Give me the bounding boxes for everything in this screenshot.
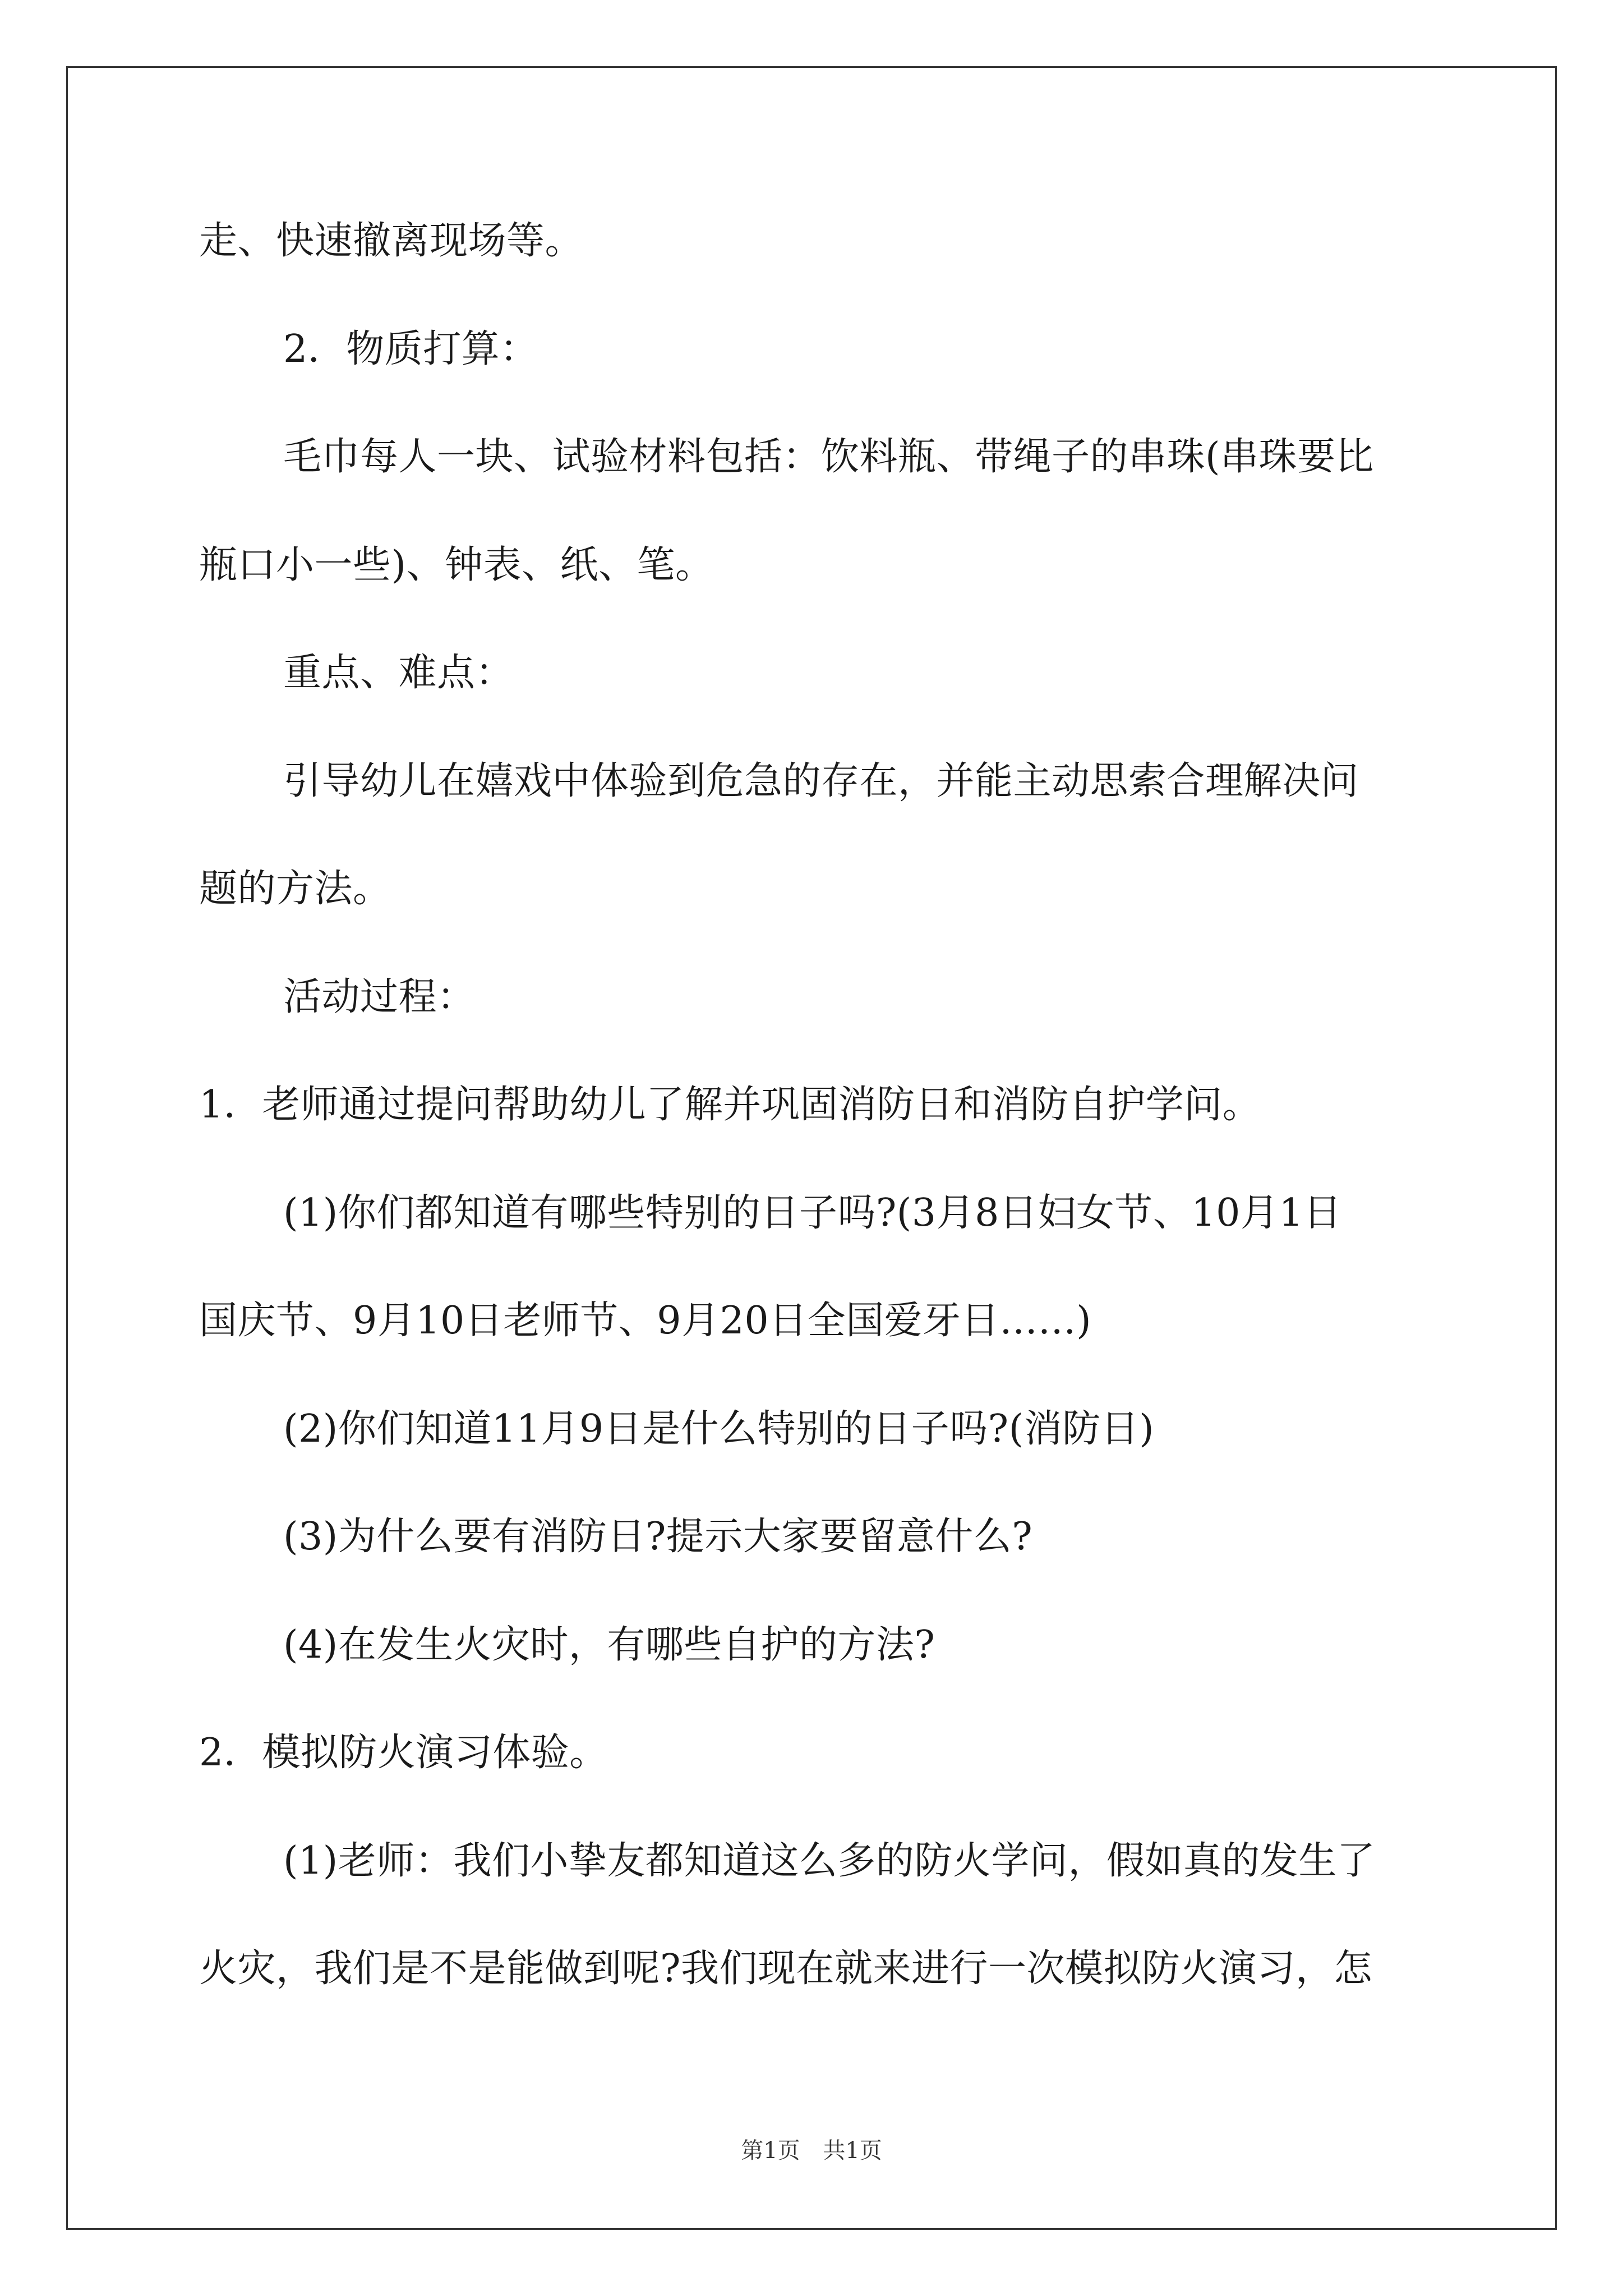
text-line: 瓶口小一些)、钟表、纸、笔。 (199, 543, 714, 587)
text-line: (1)老师：我们小挚友都知道这么多的防火学问，假如真的发生了 (283, 1839, 1376, 1883)
page-border (66, 66, 1557, 2230)
text-line: 毛巾每人一块、试验材料包括：饮料瓶、带绳子的串珠(串珠要比 (283, 435, 1375, 479)
page-footer (0, 2134, 1623, 2168)
text-line: 题的方法。 (199, 867, 391, 911)
text-line: 2．物质打算： (283, 327, 538, 371)
text-line: 走、快速撤离现场等。 (199, 219, 584, 263)
page-number: 第1页 (741, 2138, 800, 2164)
text-line: (4)在发生火灾时，有哪些自护的方法? (283, 1623, 935, 1667)
text-line: 2．模拟防火演习体验。 (199, 1731, 608, 1775)
text-line: 重点、难点： (283, 651, 514, 695)
text-line: 1．老师通过提问帮助幼儿了解并巩固消防日和消防自护学问。 (199, 1083, 1261, 1127)
text-line: 火灾，我们是不是能做到呢?我们现在就来进行一次模拟防火演习，怎 (199, 1947, 1372, 1991)
text-line: (1)你们都知道有哪些特别的日子吗?(3月8日妇女节、10月1日 (283, 1191, 1342, 1235)
text-line: 国庆节、9月10日老师节、9月20日全国爱牙日……) (199, 1299, 1092, 1343)
text-line: (2)你们知道11月9日是什么特别的日子吗?(消防日) (283, 1407, 1155, 1451)
text-line: 引导幼儿在嬉戏中体验到危急的存在，并能主动思索合理解决问 (283, 759, 1359, 803)
page-total: 共1页 (823, 2138, 882, 2164)
text-line: 活动过程： (283, 975, 476, 1019)
text-line: (3)为什么要有消防日?提示大家要留意什么? (283, 1515, 1033, 1559)
